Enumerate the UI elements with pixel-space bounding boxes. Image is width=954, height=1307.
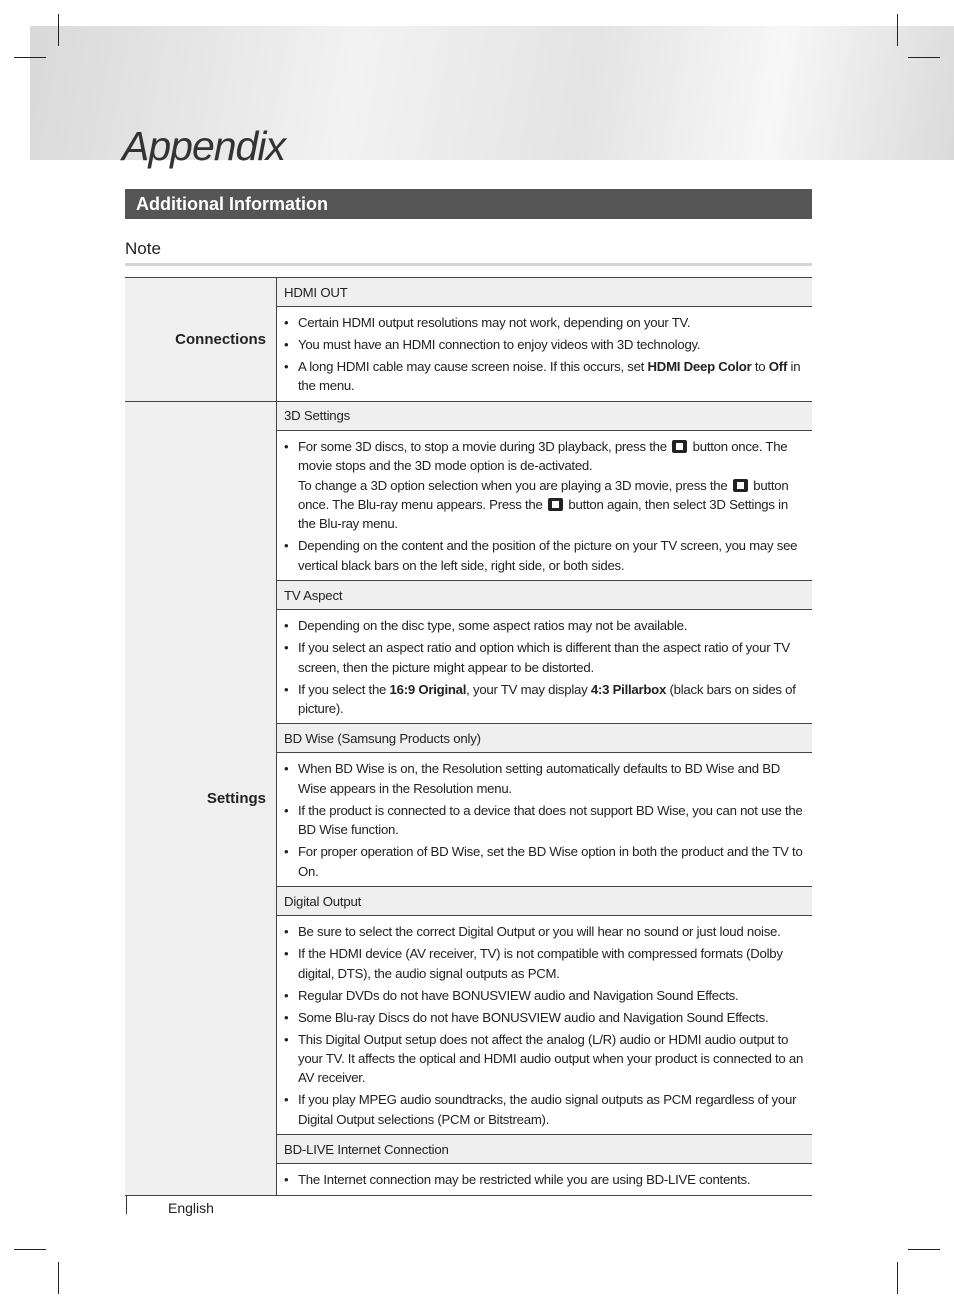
bullet-list [284, 922, 808, 1129]
digital-output-notes [277, 916, 813, 1135]
menu-term: HDMI Deep Color [647, 359, 752, 374]
list-item: • Depending on the disc type, some aspect ratios may not be available. [284, 616, 808, 635]
crop-mark [58, 14, 59, 46]
text: (black bars on sides of picture). [298, 681, 796, 717]
menu-term: Off [768, 359, 788, 374]
stop-button-icon [548, 498, 563, 511]
hdmi-out-notes [277, 307, 813, 402]
stop-button-icon [733, 479, 748, 492]
stop-button-icon [672, 440, 687, 453]
list-item: • When BD Wise is on, the Resolution setting automatically defaults to BD Wise and BD Wise appears in the Resolution menu. [284, 759, 808, 798]
subheading-digital-output: Digital Output [277, 887, 813, 916]
bullet-list [284, 759, 808, 881]
text: A long HDMI cable may cause screen noise. If this occurs, set [298, 359, 648, 374]
bullet-list [284, 313, 808, 396]
text: button once. The Blu-ray menu appears. Press the [298, 477, 789, 513]
text: button again, then select 3D Settings in the Blu-ray menu. [298, 497, 788, 532]
bullet-list [284, 437, 808, 575]
crop-mark [908, 1249, 940, 1250]
subheading-tv-aspect: TV Aspect [277, 581, 813, 610]
list-item: • If you play MPEG audio soundtracks, the audio signal outputs as PCM regardless of your Digital Output selections (PCM or Bitstream). [284, 1090, 808, 1129]
table-row [125, 278, 812, 307]
list-item [284, 437, 808, 534]
menu-term: 4:3 Pillarbox [590, 681, 667, 697]
list-item: • You must have an HDMI connection to enjoy videos with 3D technology. [284, 335, 808, 354]
crop-mark [58, 1262, 59, 1294]
list-item: • If the product is connected to a device that does not support BD Wise, you can not use the BD Wise function. [284, 801, 808, 840]
list-item: • If the HDMI device (AV receiver, TV) is not compatible with compressed formats (Dolby digital, DTS), the audio signal outputs as PCM. [284, 944, 808, 983]
list-item: • Some Blu-ray Discs do not have BONUSVIEW audio and Navigation Sound Effects. [284, 1008, 808, 1027]
list-item: • Be sure to select the correct Digital Output or you will hear no sound or just loud noise. [284, 922, 808, 941]
list-item: • This Digital Output setup does not affect the analog (L/R) audio or HDMI audio output to your TV. It affects the optical and HDMI audio output when your product is connected to an AV receiver. [284, 1030, 808, 1088]
subheading-bd-wise: BD Wise (Samsung Products only) [277, 724, 813, 753]
bd-live-notes [277, 1164, 813, 1195]
list-item [284, 357, 808, 396]
text: If you select the [298, 681, 390, 697]
footer-language: English [168, 1200, 214, 1216]
page-title: Appendix [122, 123, 285, 169]
subsection-rule [125, 263, 812, 266]
footer-divider [126, 1196, 127, 1214]
menu-term: 16:9 Original [389, 681, 467, 697]
crop-mark [897, 14, 898, 46]
bullet-list [284, 616, 808, 718]
bullet-list [284, 1170, 808, 1189]
list-item: • For proper operation of BD Wise, set the BD Wise option in both the product and the TV to On. [284, 842, 808, 881]
subsection-title: Note [125, 239, 161, 258]
crop-mark [14, 57, 46, 58]
subheading-hdmi-out: HDMI OUT [277, 278, 813, 307]
text: in the menu. [298, 359, 801, 394]
section-title: Additional Information [125, 189, 812, 219]
category-connections: Connections [125, 278, 277, 402]
text: , your TV may display [466, 681, 591, 697]
list-item: • Depending on the content and the position of the picture on your TV screen, you may see vertical black bars on the left side, right side, or both sides. [284, 536, 808, 575]
category-settings: Settings [125, 401, 277, 1195]
crop-mark [897, 1262, 898, 1294]
text: to [751, 359, 769, 374]
table-row [125, 401, 812, 430]
crop-mark [14, 1249, 46, 1250]
list-item: • Certain HDMI output resolutions may not work, depending on your TV. [284, 313, 808, 332]
text: For some 3D discs, to stop a movie during 3D playback, press the [298, 438, 671, 454]
bd-wise-notes [277, 753, 813, 887]
text: To change a 3D option selection when you are playing a 3D movie, press the [298, 477, 731, 493]
subheading-bd-live: BD-LIVE Internet Connection [277, 1135, 813, 1164]
tv-aspect-notes [277, 610, 813, 724]
3d-settings-notes [277, 430, 813, 580]
text: button once. The movie stops and the 3D mode option is de-activated. [298, 438, 788, 474]
subheading-3d-settings: 3D Settings [277, 401, 813, 430]
list-item [284, 680, 808, 719]
list-item: • If you select an aspect ratio and option which is different than the aspect ratio of your TV screen, then the picture might appear to be distorted. [284, 638, 808, 677]
list-item: • The Internet connection may be restricted while you are using BD-LIVE contents. [284, 1170, 808, 1189]
list-item: • Regular DVDs do not have BONUSVIEW audio and Navigation Sound Effects. [284, 986, 808, 1005]
crop-mark [908, 57, 940, 58]
notes-table [125, 277, 812, 1196]
